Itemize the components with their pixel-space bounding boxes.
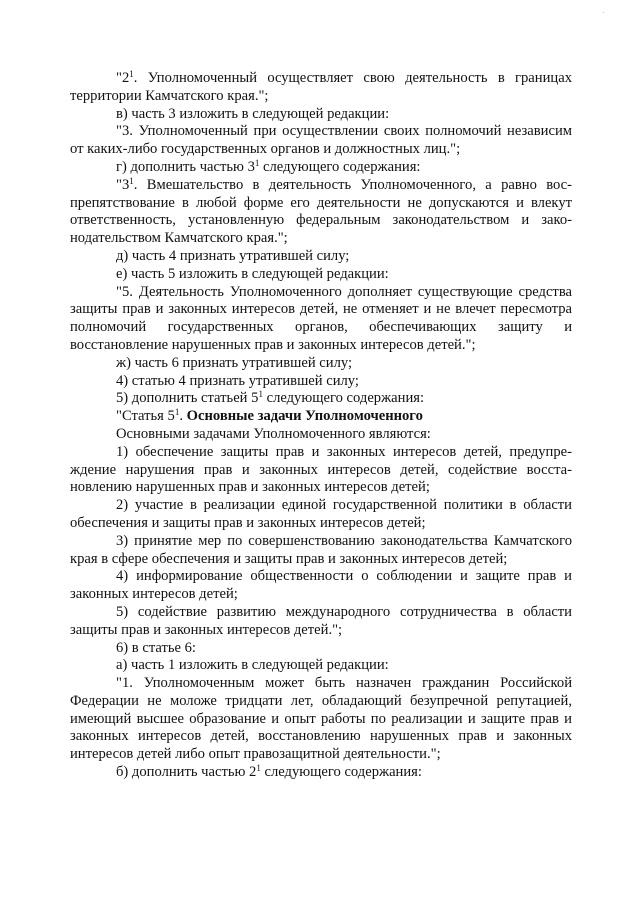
paragraph-item-d: д) часть 4 признать утратившей силу; <box>116 247 350 264</box>
paragraph-part-5: "5. Деятельность Уполномоченного дополняет существующие средства защиты прав и законных интересов детей, не отменяет и не влечет пересмотра полномочий государственных органов, обеспечивающих защиту и восстановление нарушенных прав и законных интересов детей."; <box>70 283 572 353</box>
paragraph-item-v: в) часть 3 изложить в следующей редакции: <box>116 105 390 122</box>
paragraph-item-4: 4) статью 4 признать утратившей силу; <box>116 372 359 389</box>
task-item-2: 2) участие в реализации единой государственной политики в области обеспечения и защиты прав и законных интересов детей; <box>70 497 572 531</box>
paragraph-item-g: г) дополнить частью $3^1$ следующего содержания: <box>116 157 421 175</box>
paragraph-item-5: 5) дополнить статьей $5^1$ следующего содержания: <box>116 389 425 407</box>
article-5-1-heading: "Статья $5^1$. Основные задачи Уполномоченного <box>116 407 423 425</box>
task-item-1: 1) обеспечение защиты прав и законных интересов детей, предупреждение нарушения прав и законных интересов детей, содействие восстановлению нарушенных прав и законных интересов детей; <box>70 443 572 496</box>
paragraph-item-6: 6) в статье 6: <box>116 639 196 656</box>
paragraph-item-a: а) часть 1 изложить в следующей редакции: <box>116 657 389 674</box>
task-item-3: 3) принятие мер по совершенствованию законодательства Камчатского края в сфере обеспечения и защиты прав и законных интересов детей; <box>70 532 572 567</box>
paragraph-part-1: "1. Уполномоченным может быть назначен гражданин Российской Федерации не моложе тридцати лет, обладающий безупречной репутацией, имеющий высшее образование и опыт работы по реализации и защите прав и законных интересов детей, восстановлению нарушенных прав и законных интересов детей либо опыт правозащитной деятельности."; <box>70 675 572 763</box>
paragraph-part-3-1: "$3^1$. Вмешательство в деятельность Уполномоченного, а равно воспрепятствование в любой форме его деятельности не допускаются и влекут ответственность, установленную федеральным законодательством и законодательством Камчатского края."; <box>70 175 572 247</box>
paragraph-tasks-intro: Основными задачами Уполномоченного являются: <box>116 425 431 442</box>
paragraph-2-1: "$2^1$. Уполномоченный осуществляет свою деятельность в границах территории Камчатского края."; <box>70 69 572 104</box>
task-item-5: 5) содействие развитию международного сотрудничества в области защиты прав и законных интересов детей."; <box>70 603 572 638</box>
paragraph-part-3: "3. Уполномоченный при осуществлении своих полномочий независим от каких-либо государственных органов и должностных лиц."; <box>70 123 572 158</box>
corner-mark: · <box>602 8 605 17</box>
document-page <box>70 70 572 782</box>
paragraph-item-zh: ж) часть 6 признать утратившей силу; <box>116 354 353 371</box>
paragraph-item-b: б) дополнить частью $2^1$ следующего содержания: <box>116 763 422 781</box>
paragraph-item-e: е) часть 5 изложить в следующей редакции: <box>116 265 389 282</box>
task-item-4: 4) информирование общественности о соблюдении и защите прав и законных интересов детей; <box>70 568 572 603</box>
